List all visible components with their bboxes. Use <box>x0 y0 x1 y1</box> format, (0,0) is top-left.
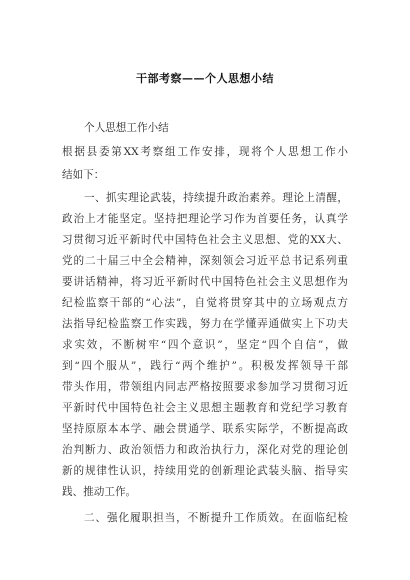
paragraph-line: 践、推动工作。 <box>62 486 137 498</box>
paragraph-line: 带头作用，带领组内同志严格按照要求参加学习贯彻习近 <box>62 381 348 393</box>
paragraph-line: 平新时代中国特色社会主义思想主题教育和党纪学习教育 <box>62 402 348 414</box>
paragraph-line: 习贯彻习近平新时代中国特色社会主义思想、党的XX大、 <box>62 234 348 246</box>
paragraph-line: 政治上才能坚定。坚持把理论学习作为首要任务，认真学 <box>62 213 348 225</box>
paragraph-line: 到“四个服从”，践行“两个维护”。积极发挥领导干部 <box>62 360 348 372</box>
section-subtitle: 个人思想工作小结 <box>84 122 169 134</box>
paragraph-line: 二、强化履职担当，不断提升工作质效。在面临纪检 <box>84 512 348 524</box>
paragraph-line: 一、抓实理论武装，持续提升政治素养。理论上清醒， <box>84 192 348 204</box>
paragraph-line: 新的规律性认识，持续用党的创新理论武装头脑、指导实 <box>62 465 348 477</box>
paragraph-line: 要讲话精神，将习近平新时代中国特色社会主义思想作为 <box>62 276 348 288</box>
paragraph-line: 治判断力、政治领悟力和政治执行力，深化对党的理论创 <box>62 444 348 456</box>
document-title: 干部考察——个人思想小结 <box>136 72 274 85</box>
paragraph-line: 根据县委第XX考察组工作安排，现将个人思想工作小 <box>62 146 348 158</box>
paragraph-line: 党的二十届三中全会精神，深刻领会习近平总书记系列重 <box>62 255 348 267</box>
paragraph-line: 纪检监察干部的“心法”，自觉将贯穿其中的立场观点方 <box>62 297 348 309</box>
paragraph-line: 法指导纪检监察工作实践，努力在学懂弄通做实上下功夫 <box>62 318 348 330</box>
paragraph-line: 坚持原原本本学、融会贯通学、联系实际学，不断提高政 <box>62 423 348 435</box>
paragraph-line: 结如下： <box>62 169 105 181</box>
paragraph-line: 求实效，不断树牢“四个意识”，坚定“四个自信”，做 <box>62 339 348 351</box>
